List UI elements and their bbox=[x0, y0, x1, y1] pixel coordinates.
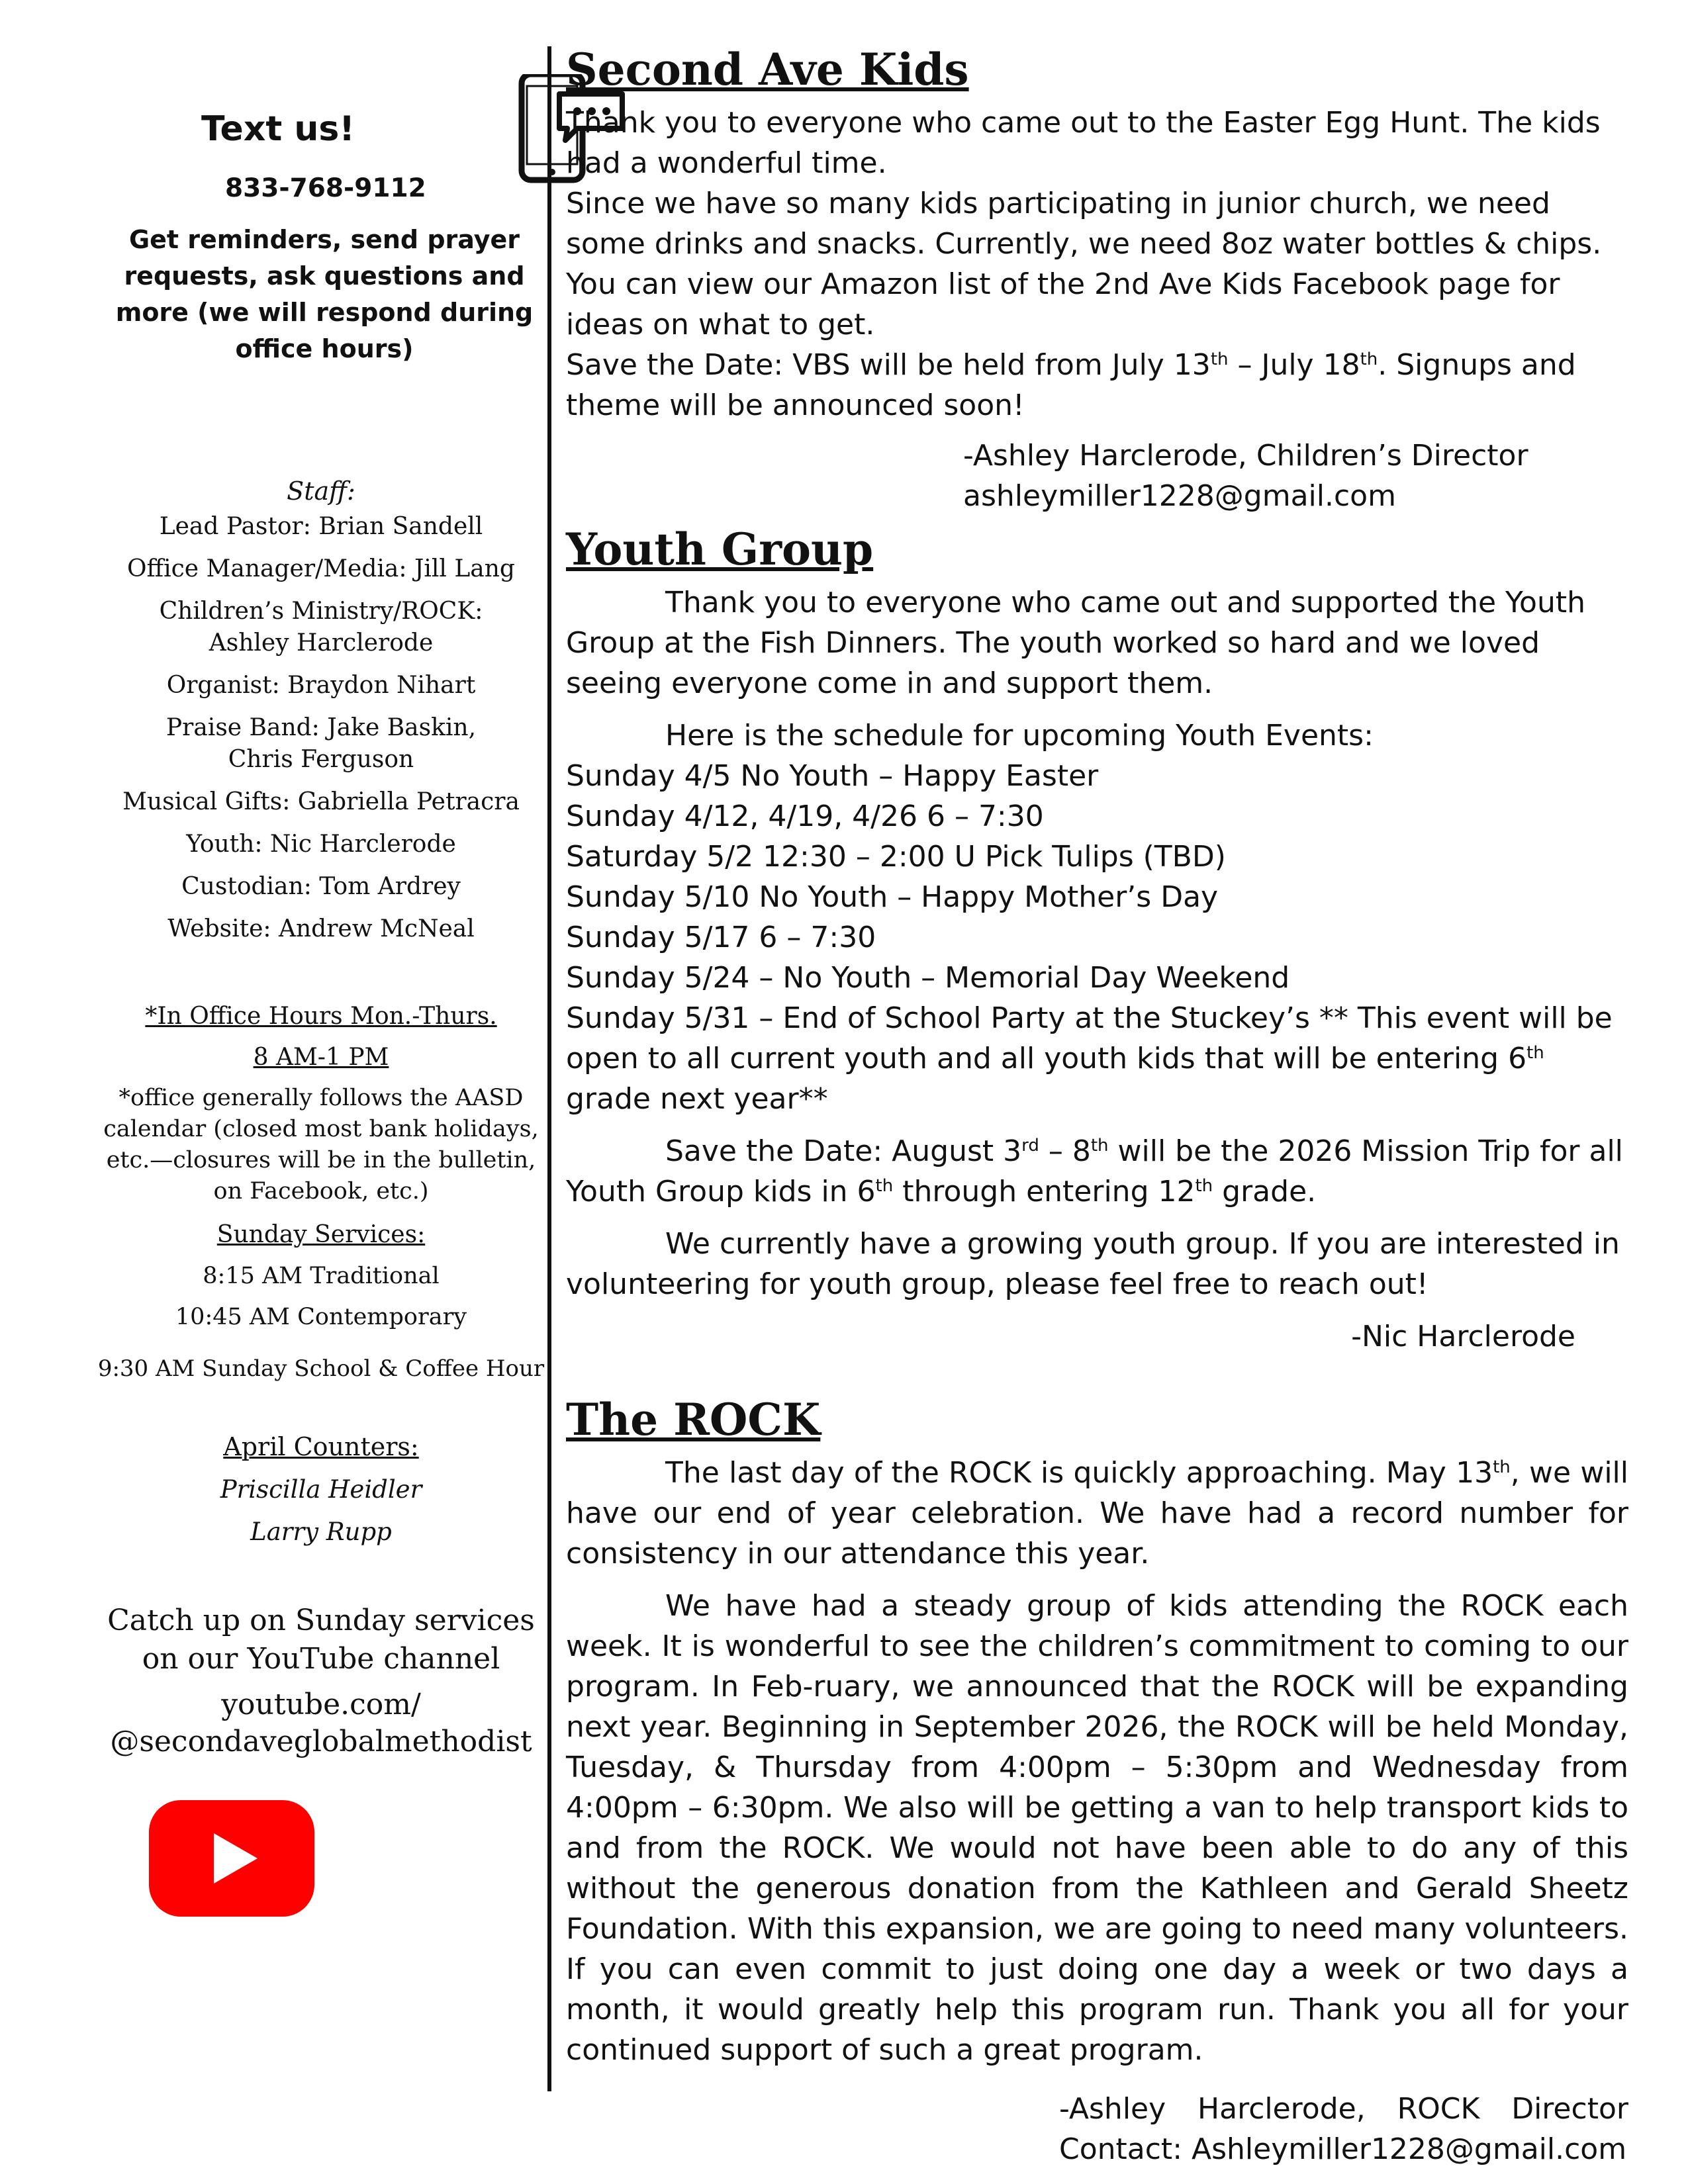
youth-paragraph: Thank you to everyone who came out and supported the Youth Group at the Fish Dinners. The youth worked so hard and we loved seeing everyone come in and support them. bbox=[566, 586, 1585, 700]
staff-praise-band-line2: Chris Ferguson bbox=[228, 746, 414, 773]
counter-name: Larry Rupp bbox=[250, 1518, 392, 1546]
text-run: through entering 12 bbox=[893, 1175, 1196, 1208]
rock-signature bbox=[1059, 2089, 1628, 2169]
text-run: grade next year** bbox=[566, 1082, 828, 1116]
youtube-url[interactable] bbox=[93, 1686, 549, 1760]
staff-musical-gifts: Musical Gifts: Gabriella Petracra bbox=[122, 788, 520, 815]
schedule-item: Sunday 4/5 No Youth – Happy Easter bbox=[566, 759, 1099, 793]
staff-childrens-ministry bbox=[93, 596, 549, 659]
sunday-school: 9:30 AM Sunday School & Coffee Hour bbox=[97, 1355, 545, 1382]
staff-website: Website: Andrew McNeal bbox=[167, 915, 475, 942]
schedule-item: Sunday 5/10 No Youth – Happy Mother’s Day bbox=[566, 880, 1219, 914]
text-run: The last day of the ROCK is quickly approaching. May 13 bbox=[665, 1456, 1493, 1490]
office-hours-note: *office generally follows the AASD calendar (closed most bank holidays, etc.—closures will be in the bulletin, on Facebook, etc.) bbox=[103, 1085, 539, 1205]
phone-number[interactable]: 833-768-9112 bbox=[225, 173, 426, 203]
staff-childrens-ministry-name: Ashley Harclerode bbox=[209, 629, 434, 657]
phone-description: Get reminders, send prayer requests, ask questions and more (we will respond during office hours) bbox=[115, 225, 534, 363]
youth-group-section bbox=[566, 516, 1628, 1357]
section-title: Youth Group bbox=[566, 523, 874, 575]
staff-youth: Youth: Nic Harclerode bbox=[186, 831, 456, 858]
kids-paragraph: Since we have so many kids participating in junior church, we need some drinks and snacks. Currently, we need 8oz water bottles & chips. You can view our Amazon list of the 2nd Ave Kids Facebook page for ideas on what to get. bbox=[566, 187, 1602, 341]
rock-paragraph bbox=[566, 1453, 1628, 1574]
text-run: Save the Date: VBS will be held from July 13 bbox=[566, 348, 1211, 382]
schedule-item: Saturday 5/2 12:30 – 2:00 U Pick Tulips (TBD) bbox=[566, 840, 1226, 874]
staff-lead-pastor: Lead Pastor: Brian Sandell bbox=[159, 513, 483, 540]
schedule-item bbox=[566, 998, 1628, 1119]
ordinal-suffix: th bbox=[1195, 1176, 1213, 1196]
sidebar bbox=[93, 46, 549, 1760]
youth-volunteer-paragraph: We currently have a growing youth group. If you are interested in volunteering for youth group, please feel free to reach out! bbox=[566, 1227, 1620, 1301]
youtube-catchup-text: Catch up on Sunday services on our YouTube channel bbox=[107, 1604, 535, 1676]
text-us-box bbox=[93, 46, 549, 363]
youth-signature: -Nic Harclerode bbox=[1351, 1320, 1575, 1353]
text-run: , we will have our end of year celebration. We have had a record number for consistency in our attendance this year. bbox=[566, 1456, 1628, 1570]
ordinal-suffix: th bbox=[875, 1176, 894, 1196]
rock-contact-email[interactable]: Contact: Ashleymiller1228@gmail.com bbox=[1059, 2132, 1627, 2166]
staff-title: Staff: bbox=[287, 477, 355, 506]
rock-signature-word: ROCK bbox=[1397, 2092, 1480, 2126]
text-run: – July 18 bbox=[1228, 348, 1360, 382]
office-hours bbox=[93, 1001, 549, 1207]
schedule-item: Sunday 5/17 6 – 7:30 bbox=[566, 921, 876, 954]
column-divider bbox=[547, 46, 551, 2091]
text-run: Save the Date: August 3 bbox=[665, 1134, 1022, 1168]
ordinal-suffix: th bbox=[1526, 1043, 1544, 1063]
ordinal-suffix: rd bbox=[1021, 1136, 1039, 1156]
kids-paragraph: Thank you to everyone who came out to the Easter Egg Hunt. The kids had a wonderful time. bbox=[566, 106, 1601, 180]
schedule-intro: Here is the schedule for upcoming Youth Events: bbox=[665, 719, 1374, 752]
schedule-item: Sunday 4/12, 4/19, 4/26 6 – 7:30 bbox=[566, 799, 1044, 833]
office-hours-title: *In Office Hours Mon.-Thurs. bbox=[145, 1003, 497, 1030]
mission-trip-paragraph bbox=[566, 1131, 1628, 1212]
section-title: Second Ave Kids bbox=[566, 44, 969, 95]
youth-schedule bbox=[566, 715, 1628, 1119]
youtube-url-line1: youtube.com/ bbox=[221, 1688, 421, 1721]
staff-custodian: Custodian: Tom Ardrey bbox=[181, 873, 461, 900]
service-traditional: 8:15 AM Traditional bbox=[203, 1263, 440, 1289]
main-content bbox=[566, 36, 1628, 2169]
staff-office-manager: Office Manager/Media: Jill Lang bbox=[127, 555, 515, 582]
youtube-url-line2: @secondaveglobalmethodist bbox=[110, 1725, 532, 1758]
rock-signature-word: -Ashley bbox=[1059, 2092, 1166, 2126]
schedule-item: Sunday 5/24 – No Youth – Memorial Day Weekend bbox=[566, 961, 1290, 995]
kids-vbs-paragraph bbox=[566, 345, 1628, 426]
sunday-services-title: Sunday Services: bbox=[216, 1221, 426, 1248]
youtube-play-icon[interactable] bbox=[149, 1800, 314, 1917]
ordinal-suffix: th bbox=[1360, 349, 1378, 369]
second-ave-kids-section bbox=[566, 36, 1628, 516]
ordinal-suffix: th bbox=[1493, 1457, 1511, 1477]
office-hours-time: 8 AM-1 PM bbox=[253, 1044, 389, 1071]
rock-signature-word: Director bbox=[1511, 2092, 1628, 2126]
the-rock-section bbox=[566, 1387, 1628, 2169]
text-run: grade. bbox=[1213, 1175, 1317, 1208]
text-us-heading: Text us! bbox=[201, 109, 355, 149]
rock-paragraph: We have had a steady group of kids attending the ROCK each week. It is wonderful to see the children’s commitment to coming to our program. In Feb-ruary, we announced that the ROCK will be expanding next year. Beginning in September 2026, the ROCK will be held Monday, Tuesday, & Thursday from 4:00pm – 5:30pm and Wednesday from 4:00pm – 6:30pm. We also will be getting a van to help transport kids to and from the ROCK. We would not have been able to do any of this without the generous donation from the Kathleen and Gerald Sheetz Foundation. With this expansion, we are going to need many volunteers. If you can even commit to just doing one day a week or two days a month, it would greatly help this program run. Thank you all for your continued support of such a great program. bbox=[566, 1589, 1628, 2067]
staff-praise-band-line1: Praise Band: Jake Baskin, bbox=[165, 714, 477, 741]
counter-name: Priscilla Heidler bbox=[220, 1475, 422, 1504]
text-run: will be the 2026 Mission Trip for all Youth Group kids in 6 bbox=[566, 1134, 1623, 1208]
section-title: The ROCK bbox=[566, 1394, 821, 1445]
staff-organist: Organist: Braydon Nihart bbox=[166, 672, 476, 699]
ordinal-suffix: th bbox=[1090, 1136, 1109, 1156]
kids-signature-name: -Ashley Harclerode, Children’s Director bbox=[963, 439, 1528, 473]
text-run: . Signups and theme will be announced soon! bbox=[566, 348, 1576, 422]
april-counters-title: April Counters: bbox=[223, 1432, 419, 1461]
text-run: Sunday 5/31 – End of School Party at the Stuckey’s ** This event will be open to all current youth and all youth kids that will be entering 6 bbox=[566, 1001, 1613, 1075]
ordinal-suffix: th bbox=[1210, 349, 1229, 369]
staff-childrens-ministry-role: Children’s Ministry/ROCK: bbox=[159, 598, 483, 625]
staff-praise-band bbox=[93, 712, 549, 776]
kids-signature-email[interactable]: ashleymiller1228@gmail.com bbox=[963, 479, 1396, 513]
service-contemporary: 10:45 AM Contemporary bbox=[175, 1304, 467, 1330]
text-run: – 8 bbox=[1039, 1134, 1091, 1168]
rock-signature-word: Harclerode, bbox=[1197, 2092, 1366, 2126]
